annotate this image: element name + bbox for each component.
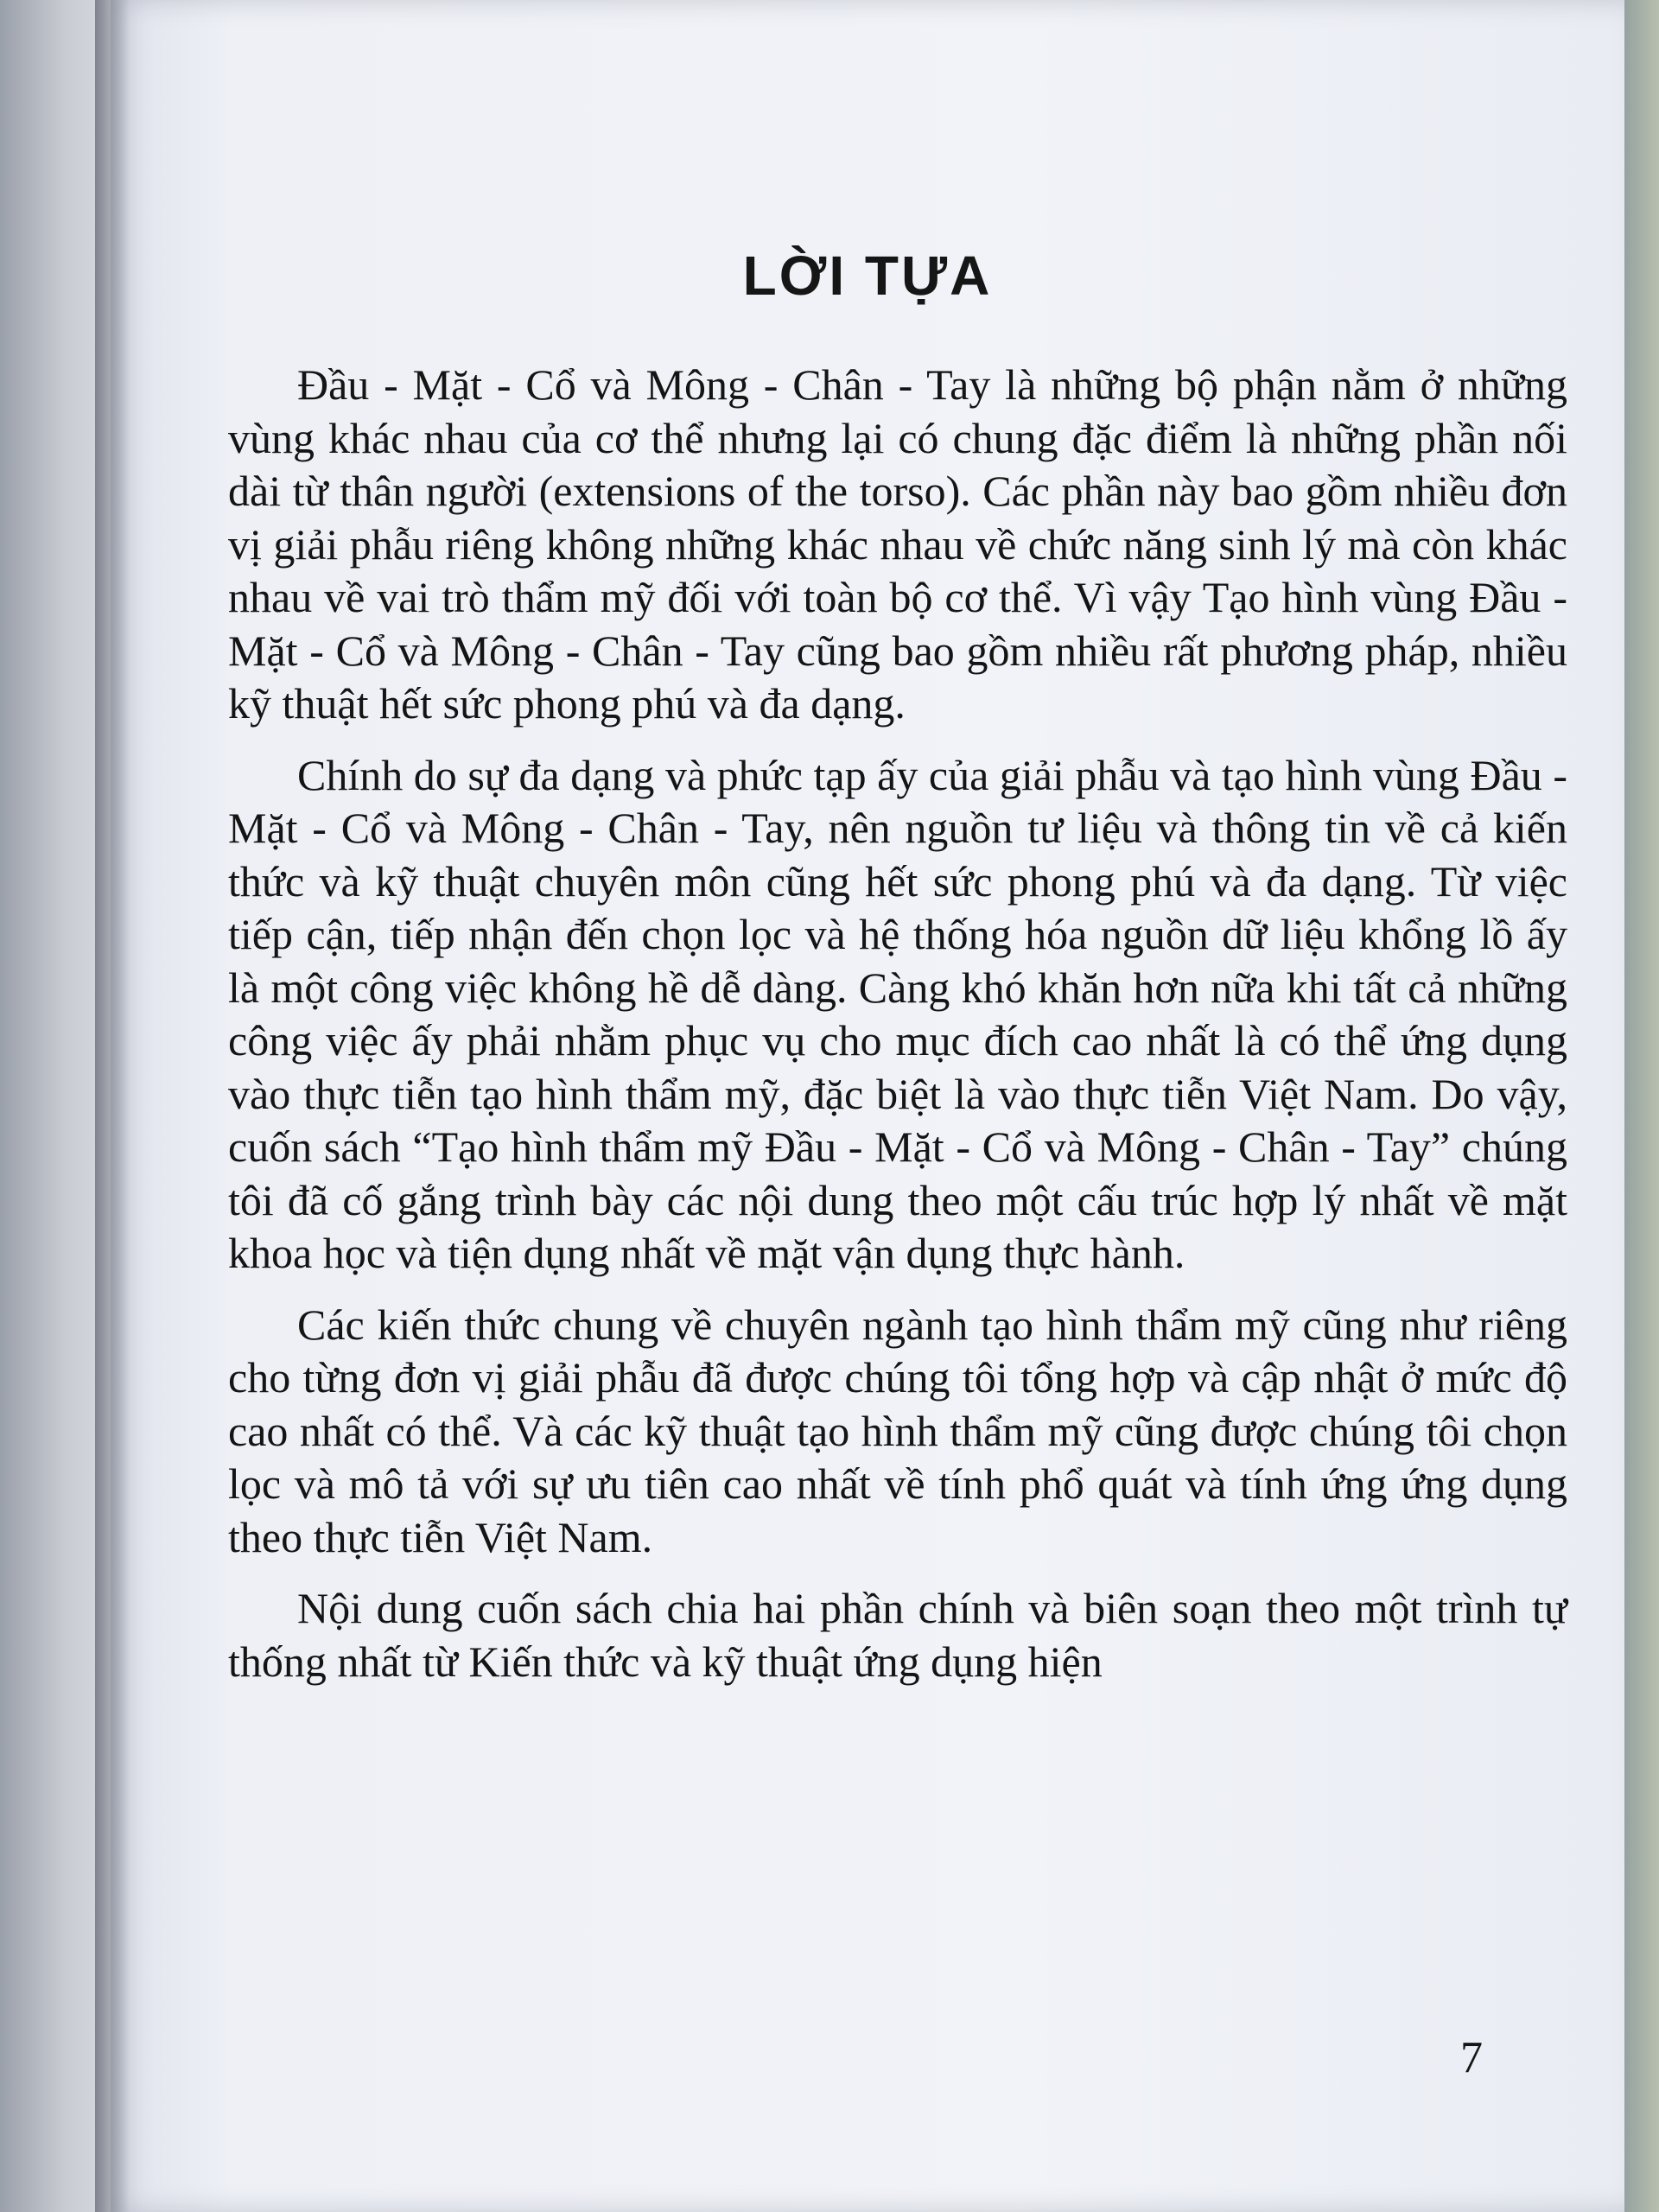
body-text [228, 359, 1567, 1707]
paragraph-3: Các kiến thức chung về chuyên ngành tạo hình thẩm mỹ cũng như riêng cho từng đơn vị giải phẫu đã được chúng tôi tổng hợp và cập nhật ở mức độ cao nhất có thể. Và các kỹ thuật tạo hình thẩm mỹ cũng được chúng tôi chọn lọc và mô tả với sự ưu tiên cao nhất về tính phổ quát và tính ứng ứng dụng theo thực tiễn Việt Nam. [228, 1300, 1567, 1561]
paragraph-4: Nội dung cuốn sách chia hai phần chính và biên soạn theo một trình tự thống nhất từ Kiến thức và kỹ thuật ứng dụng hiện [228, 1584, 1567, 1686]
page-title: LỜI TỰA [742, 245, 993, 307]
spine-shadow [95, 0, 130, 2212]
previous-page-edge [0, 0, 111, 2212]
paragraph-2: Chính do sự đa dạng và phức tạp ấy của giải phẫu và tạo hình vùng Đầu - Mặt - Cổ và Mông - Chân - Tay, nên nguồn tư liệu và thông tin về cả kiến thức và kỹ thuật chuyên môn cũng hết sức phong phú và đa dạng. Từ việc tiếp cận, tiếp nhận đến chọn lọc và hệ thống hóa nguồn dữ liệu khổng lồ ấy là một công việc không hề dễ dàng. Càng khó khăn hơn nữa khi tất cả những công việc ấy phải nhằm phục vụ cho mục đích cao nhất là có thể ứng dụng vào thực tiễn tạo hình thẩm mỹ, đặc biệt là vào thực tiễn Việt Nam. Do vậy, cuốn sách “Tạo hình thẩm mỹ Đầu - Mặt - Cổ và Mông - Chân - Tay” chúng tôi đã cố gắng trình bày các nội dung theo một cấu trúc hợp lý nhất về mặt khoa học và tiện dụng nhất về mặt vận dụng thực hành. [228, 750, 1567, 1277]
book-page [111, 0, 1624, 2212]
page-number: 7 [1460, 2033, 1483, 2082]
paragraph-1: Đầu - Mặt - Cổ và Mông - Chân - Tay là những bộ phận nằm ở những vùng khác nhau của cơ thể nhưng lại có chung đặc điểm là những phần nối dài từ thân người (extensions of the torso). Các phần này bao gồm nhiều đơn vị giải phẫu riêng không những khác nhau về chức năng sinh lý mà còn khác nhau về vai trò thẩm mỹ đối với toàn bộ cơ thể. Vì vậy Tạo hình vùng Đầu - Mặt - Cổ và Mông - Chân - Tay cũng bao gồm nhiều rất phương pháp, nhiều kỹ thuật hết sức phong phú và đa dạng. [228, 360, 1567, 728]
